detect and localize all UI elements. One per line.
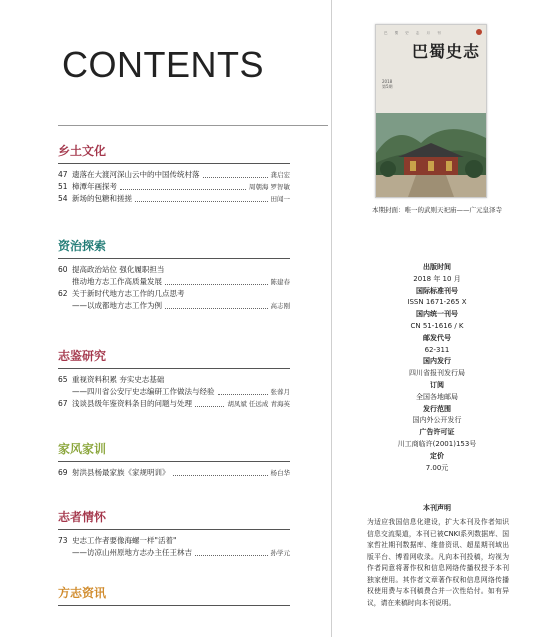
magazine-cover [375,24,487,198]
entry-title: 史志工作者要像海螺一样"活着" [72,536,177,545]
info-label: 定价 [430,451,444,460]
info-value: 四川省报刊发行局 [409,369,465,378]
entry-author: 周朝海 罗智敏 [248,183,290,191]
info-label: 国内统一刊号 [416,310,458,319]
top-rule [58,125,328,126]
leader-dots [135,201,268,202]
section-title: 方志资讯 [58,584,290,606]
info-value: 7.00元 [425,463,449,472]
entry-title: 樟潭年画探考 [72,182,117,191]
leader-dots [120,189,246,190]
info-label: 发行范围 [423,404,451,413]
contents-entry[interactable] [58,535,290,547]
cover-issue: 2018 第5期 [382,79,393,89]
info-value: CN 51-1616 / K [410,321,464,330]
cover-badge-icon [476,29,482,35]
contents-entry[interactable] [58,169,290,181]
page-number: 67 [58,399,68,408]
entry-author: 龚启宏 [270,171,290,179]
info-value: 川工商临许(2001)153号 [397,439,477,448]
contents-entry[interactable] [58,467,290,479]
entry-title: ——访凉山州原地方志办主任王林吉 [72,548,192,557]
entry-title: 浅谈县级年鉴资料条目的问题与处理 [72,399,192,408]
section-title: 志者情怀 [58,508,290,530]
info-value: 62-311 [424,345,450,354]
entry-title: ——以成都地方志工作为例 [72,301,162,310]
page-number: 65 [58,375,68,384]
leader-dots [165,284,268,285]
info-value: ISSN 1671-265 X [407,298,467,307]
contents-section [58,347,290,410]
leader-dots [203,177,268,178]
contents-entry[interactable] [58,374,290,386]
contents-section [58,142,290,205]
entry-title: 提高政治站位 强化履职担当 [72,265,165,274]
info-value: 全国各地邮局 [416,392,458,401]
contents-entry[interactable] [58,288,290,300]
info-value: 2018 年 10 月 [413,274,461,283]
entry-title: ——四川省公安厅史志编研工作做法与经验 [72,387,215,396]
page-number: 51 [58,182,68,191]
entry-title: 新场的包糖和搓搓 [72,194,132,203]
entry-title: 重视资料积累 夯实史志基础 [72,375,165,384]
info-label: 国际标准刊号 [416,286,458,295]
contents-entry[interactable] [58,193,290,205]
contents-title: CONTENTS [62,44,264,85]
contents-entry[interactable] [58,386,290,398]
notice-title: 本刊声明 [423,504,451,512]
info-label: 国内发行 [423,357,451,366]
info-label: 出版时间 [423,263,451,271]
notice-text: 为适应我国信息化建设，扩大本刊及作者知识信息交流渠道，本刊已被CNKI系列数据库、国家哲社期刊数据库、维普资讯、超星期刊域出版平台、博看网收录。凡向本刊投稿，均视为作者同意将著作权和信息网络传播权授予本刊独家使用。其作者文章著作权和信息网络传播权使用费与本刊稿费合并一次性给付。如有异议，请在来稿时向本刊说明。 [367,518,509,607]
cover-caption: 本期封面：唯一的武则天祀庙——广元皇泽寺 [372,206,502,214]
page-number: 54 [58,194,68,203]
entry-author: 田闻一 [270,195,290,203]
contents-entry[interactable] [58,300,290,312]
leader-dots [173,475,268,476]
section-title: 志鉴研究 [58,347,290,369]
entry-author: 杨白华 [270,469,290,477]
contents-entry[interactable] [58,264,290,276]
entry-author: 陈建春 [270,278,290,286]
page-number: 47 [58,170,68,179]
page-number: 69 [58,468,68,477]
info-label: 邮发代号 [423,333,451,342]
leader-dots [165,308,268,309]
info-value: 国内外公开发行 [412,416,462,425]
entry-title: 关于新时代地方志工作的几点思考 [72,289,185,298]
leader-dots [195,406,224,407]
entry-title: 射洪县杨最家族《家规明训》 [72,468,170,477]
leader-dots [195,555,268,556]
page-number: 62 [58,289,68,298]
page-number: 73 [58,536,68,545]
contents-section [58,508,290,559]
cover-title: 巴蜀史志 [412,42,481,61]
entry-author: 高志刚 [270,302,290,310]
section-title: 乡土文化 [58,142,290,164]
section-title: 资治探索 [58,237,290,259]
info-label: 订阅 [430,380,444,389]
cover-temple-photo [376,113,486,197]
publication-info [352,262,522,474]
leader-dots [218,394,268,395]
entry-title: 推动地方志工作高质量发展 [72,277,162,286]
entry-author: 胡凤斌 任远成 青海英 [227,400,290,408]
contents-entry[interactable] [58,181,290,193]
entry-author: 张蓉月 [270,388,290,396]
entry-author: 孙学元 [270,549,290,557]
entry-title: 遗落在大渡河深山云中的中国传统村落 [72,170,200,179]
contents-entry[interactable] [58,276,290,288]
info-label: 广告许可证 [419,428,455,437]
contents-section [58,584,290,611]
contents-entry[interactable] [58,398,290,410]
contents-entry[interactable] [58,547,290,559]
section-title: 家风家训 [58,440,290,462]
contents-section [58,237,290,312]
cover-subtitle: 巴 蜀 史 志 月 刊 [384,31,444,35]
contents-section [58,440,290,479]
page-number: 60 [58,265,68,274]
